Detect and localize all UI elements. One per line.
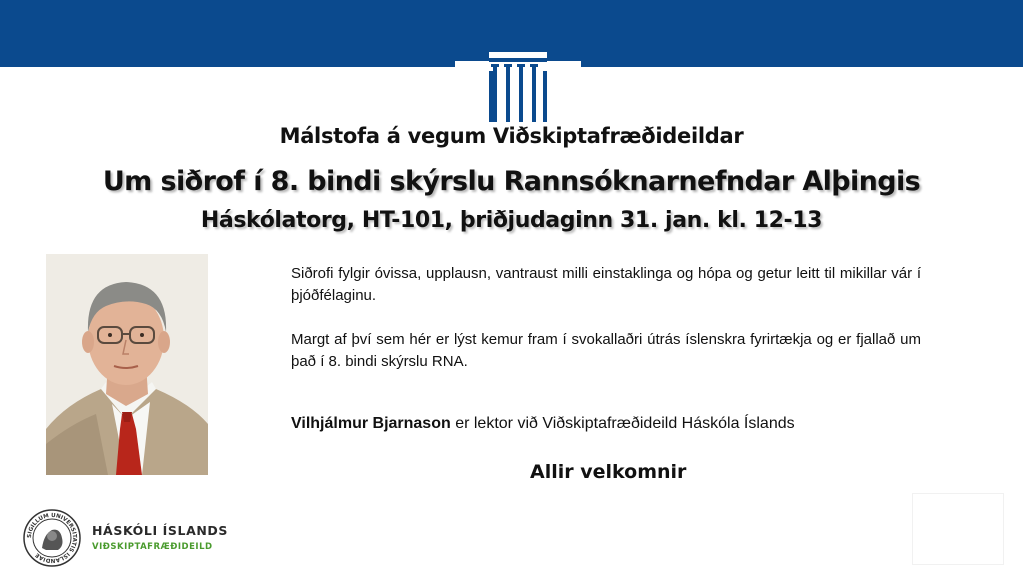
department-name: VIÐSKIPTAFRÆÐIDEILD bbox=[92, 542, 213, 552]
university-columns-logo bbox=[455, 52, 581, 122]
event-title: Um siðrof í 8. bindi skýrslu Rannsóknarnefndar Alþingis bbox=[102, 166, 921, 197]
welcome-text: Allir velkomnir bbox=[530, 461, 687, 483]
speaker-portrait-photo bbox=[46, 254, 208, 475]
corner-placeholder bbox=[912, 493, 1004, 565]
speaker-role: er lektor við Viðskiptafræðideild Háskóla Íslands bbox=[450, 415, 795, 432]
venue-time: Háskólatorg, HT-101, þriðjudaginn 31. jan. kl. 12-13 bbox=[200, 208, 823, 233]
paragraph-disorder: Siðrofi fylgir óvissa, upplausn, vantraust milli einstaklinga og hópa og getur leitt til mikillar vár í þjóðfélaginu. bbox=[291, 265, 921, 304]
organizer-heading: Málstofa á vegum Viðskiptafræðideildar bbox=[279, 124, 744, 148]
svg-text:SIGILLUM UNIVERSITATIS ISLANDI: SIGILLUM UNIVERSITATIS ISLANDIAE bbox=[26, 512, 78, 564]
speaker-name: Vilhjálmur Bjarnason bbox=[291, 415, 451, 432]
speaker-portrait bbox=[46, 254, 208, 475]
speaker-bio bbox=[291, 415, 931, 433]
university-seal bbox=[22, 508, 82, 568]
paragraph-report: Margt af því sem hér er lýst kemur fram í svokallaðri útrás íslenskra fyrirtækja og er fjallað um það í 8. bindi skýrslu RNA. bbox=[291, 331, 921, 370]
university-name: HÁSKÓLI ÍSLANDS bbox=[92, 523, 228, 538]
